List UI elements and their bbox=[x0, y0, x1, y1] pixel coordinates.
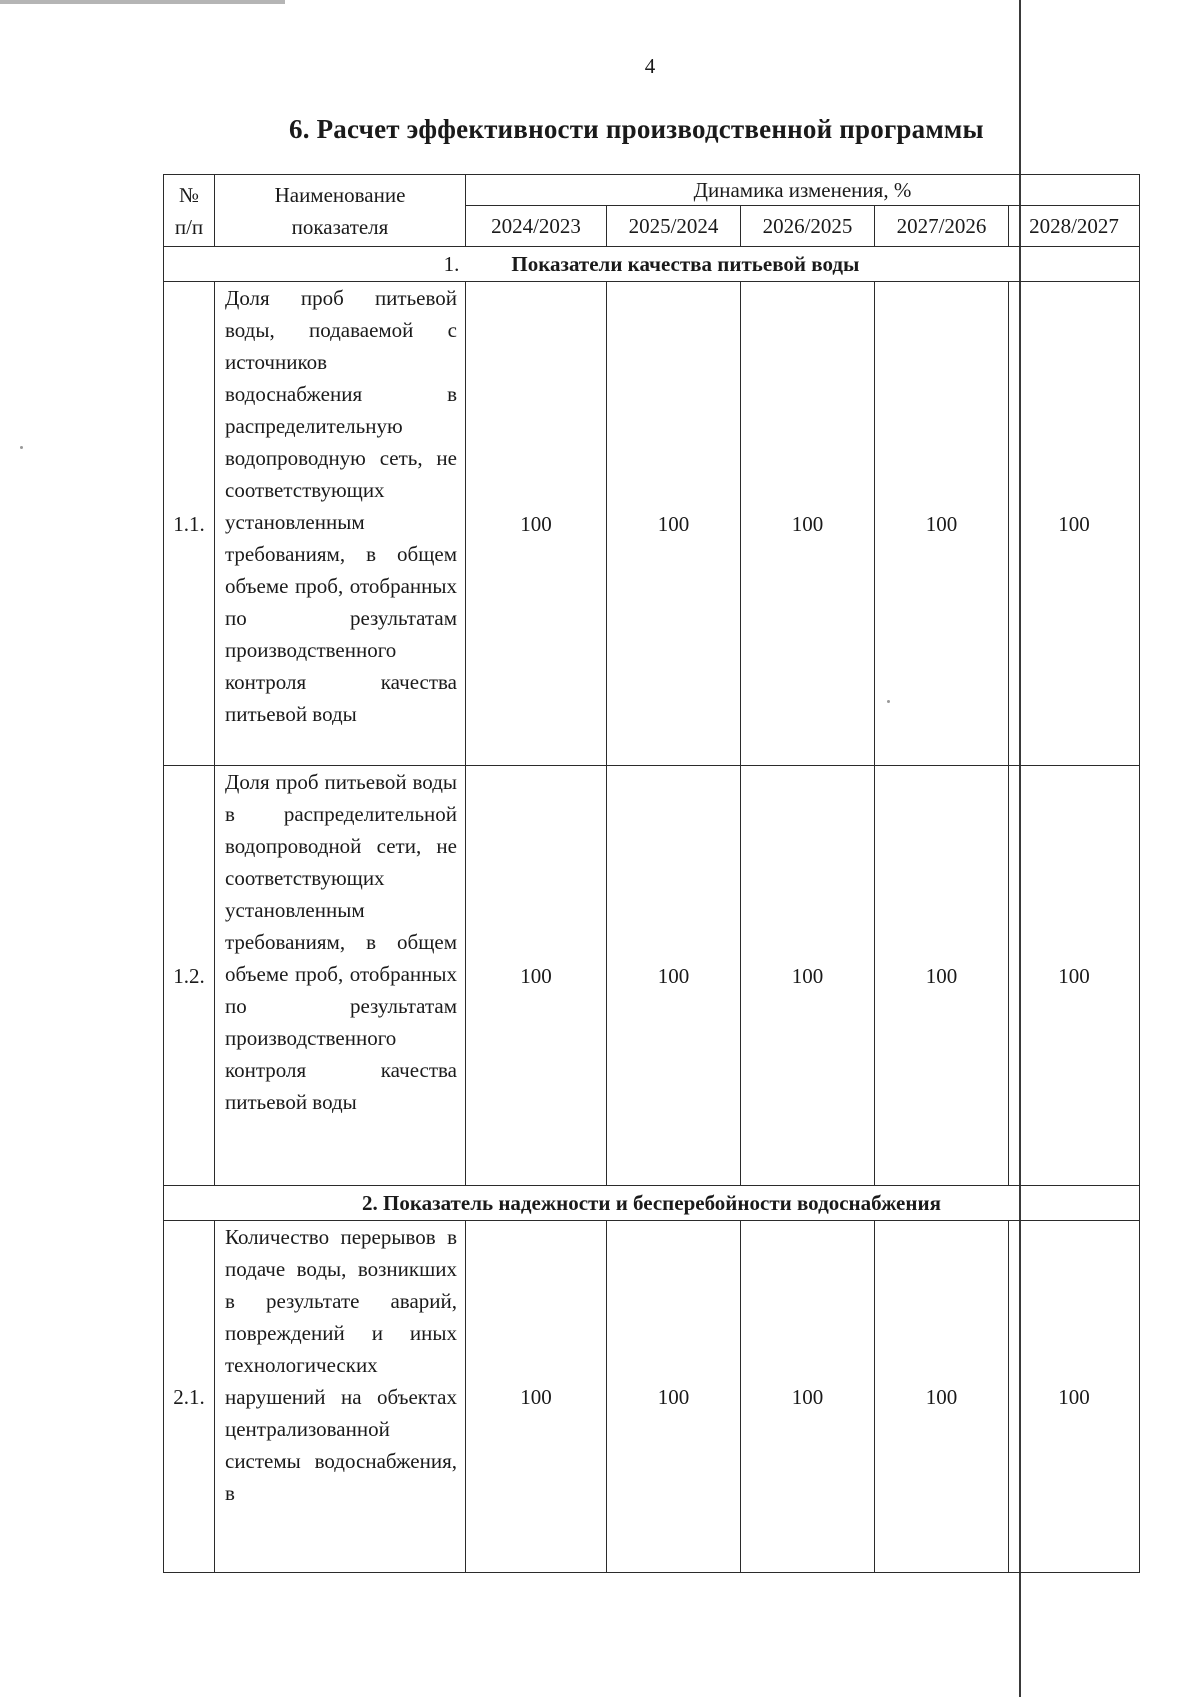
row-number: 2.1. bbox=[164, 1221, 215, 1573]
header-year: 2026/2025 bbox=[741, 206, 875, 247]
header-name-bottom: показателя bbox=[291, 214, 389, 239]
value-cell: 100 bbox=[1009, 282, 1140, 766]
section-row bbox=[164, 1186, 1140, 1221]
section-number: 1. bbox=[443, 252, 460, 276]
section-header bbox=[164, 247, 1140, 282]
value-cell: 100 bbox=[466, 282, 607, 766]
page-title: 6. Расчет эффективности производственной программы bbox=[289, 114, 984, 144]
row-number: 1.1. bbox=[164, 282, 215, 766]
header-name-top: Наименование bbox=[274, 182, 406, 207]
header-number-top: № bbox=[178, 182, 200, 207]
section-title: Показатели качества питьевой воды bbox=[511, 252, 860, 276]
row-number: 1.2. bbox=[164, 766, 215, 1186]
header-row-top bbox=[164, 175, 1140, 206]
value-cell: 100 bbox=[607, 282, 741, 766]
header-number-bottom: п/п bbox=[174, 214, 204, 239]
value-cell: 100 bbox=[741, 1221, 875, 1573]
value-cell: 100 bbox=[875, 766, 1009, 1186]
table-row bbox=[164, 766, 1140, 1186]
section-row bbox=[164, 247, 1140, 282]
table-row bbox=[164, 1221, 1140, 1573]
indicator-name: Доля проб питьевой воды в распределительной водопроводной сети, не соответствующих установленным требованиям, в общем объеме проб, отобранных по результатам производственного контроля качества питьевой воды bbox=[215, 766, 466, 1186]
header-dynamics: Динамика изменения, % bbox=[466, 175, 1140, 206]
header-year: 2025/2024 bbox=[607, 206, 741, 247]
value-cell: 100 bbox=[741, 766, 875, 1186]
value-cell: 100 bbox=[607, 1221, 741, 1573]
value-cell: 100 bbox=[741, 282, 875, 766]
value-cell: 100 bbox=[1009, 1221, 1140, 1573]
table-row bbox=[164, 282, 1140, 766]
value-cell: 100 bbox=[875, 282, 1009, 766]
section-title: 2. Показатель надежности и бесперебойности водоснабжения bbox=[164, 1186, 1140, 1221]
value-cell: 100 bbox=[607, 766, 741, 1186]
scan-speck bbox=[20, 446, 23, 449]
header-year: 2027/2026 bbox=[875, 206, 1009, 247]
indicator-name: Количество перерывов в подаче воды, возникших в результате аварий, повреждений и иных технологических нарушений на объектах централизованной системы водоснабжения, в bbox=[215, 1221, 466, 1573]
header-year: 2024/2023 bbox=[466, 206, 607, 247]
efficiency-table bbox=[163, 174, 1140, 1573]
value-cell: 100 bbox=[466, 766, 607, 1186]
value-cell: 100 bbox=[1009, 766, 1140, 1186]
header-year: 2028/2027 bbox=[1009, 206, 1140, 247]
value-cell: 100 bbox=[875, 1221, 1009, 1573]
scan-edge bbox=[0, 0, 285, 4]
header-name-cell bbox=[215, 175, 466, 247]
header-number-cell bbox=[164, 175, 215, 247]
value-cell: 100 bbox=[466, 1221, 607, 1573]
page-number: 4 bbox=[644, 54, 656, 78]
indicator-name: Доля проб питьевой воды, подаваемой с источников водоснабжения в распределительную водопроводную сеть, не соответствующих установленным требованиям, в общем объеме проб, отобранных по результатам производственного контроля качества питьевой воды bbox=[215, 282, 466, 766]
